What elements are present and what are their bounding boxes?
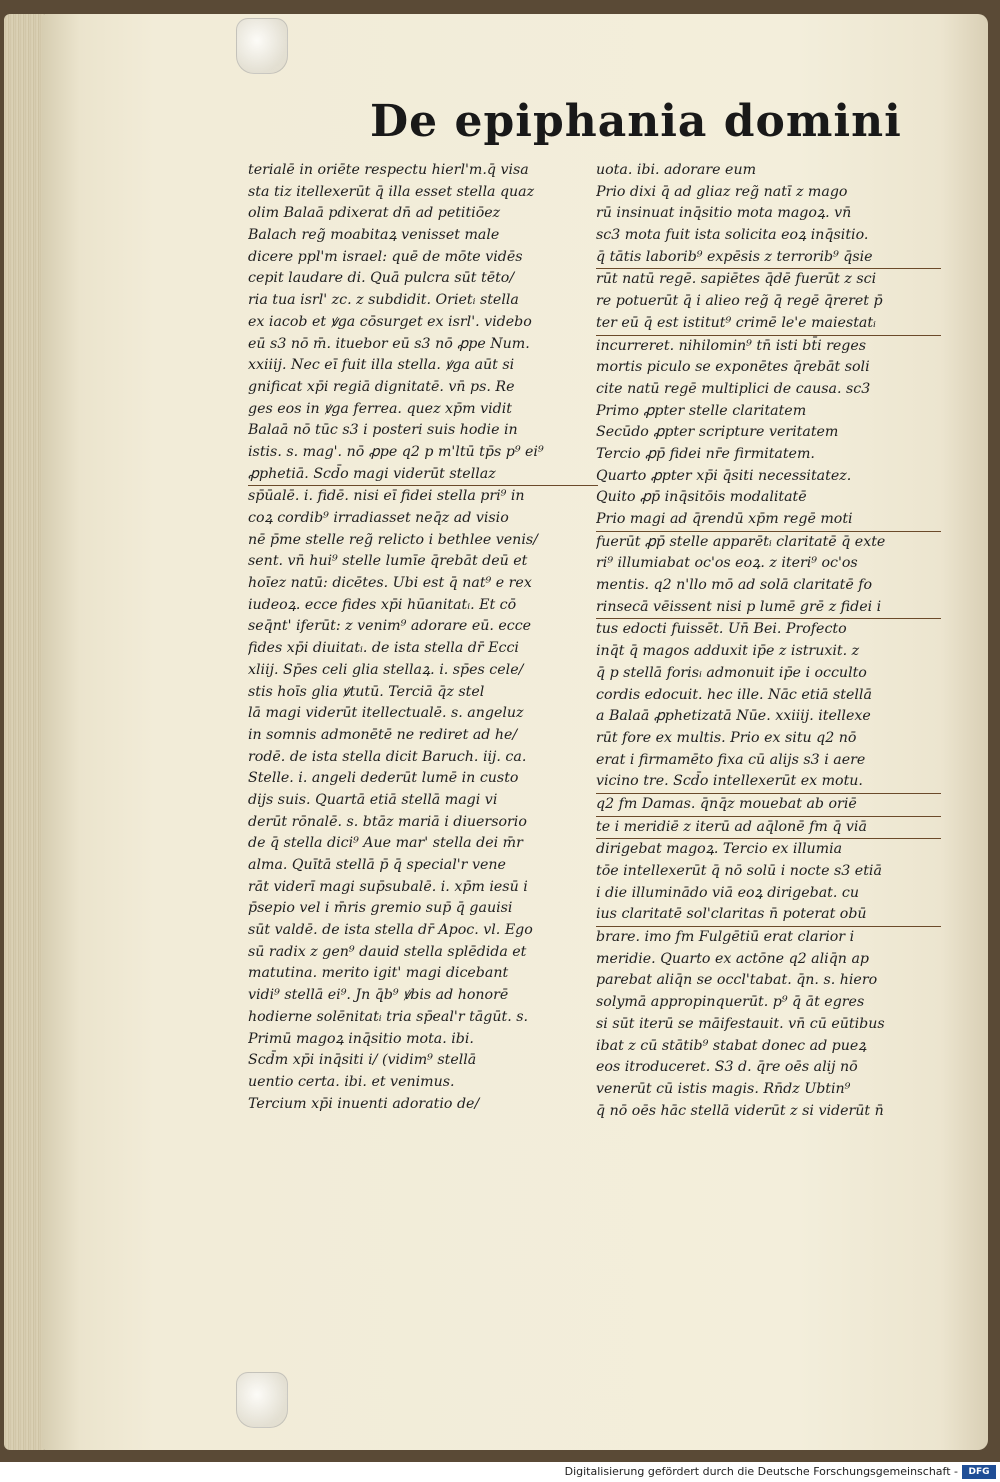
right-column-line: rūt fore ex multis. Prio ex situ q2 nō [596, 729, 857, 746]
right-column-line: vicino tre. Scd̄o intellexerūt ex motu. [596, 771, 941, 794]
right-column-line: tus edocti fuissēt. Un̄ Bei. Profecto [596, 621, 847, 638]
right-column-line: ius claritatē sol'claritas n̄ poterat obū [596, 904, 941, 927]
left-column-line: hodierne solēnitatᵢ tria sp̄eal'r tāgūt. s. [248, 1008, 529, 1025]
footer-bar [0, 1462, 1000, 1482]
left-column-line: ex iacob et ꝟga cōsurget ex isrl'. videbo [248, 313, 532, 330]
left-column-line: sū radix z gen⁹ dauid stella splēdida et [248, 943, 527, 960]
right-column-line: rinsecā vēissent nisi p lumē grē z fidei i [596, 597, 941, 620]
text-column-right [596, 160, 941, 1122]
right-column-line: q̄ nō oēs hāc stellā viderūt z si viderūt n̄ [596, 1102, 884, 1119]
right-column-line: re potuerūt q̄ i alieo reg̃ q̄ regē q̄reret p̄ [596, 293, 883, 310]
right-column-line: Quito ꝓp̄ inq̄sitōis modalitatē [596, 489, 807, 506]
left-column-line: Tercium xp̄i inuenti adoratio de/ [248, 1095, 480, 1112]
left-column-line: dicere ppl'm israel: quē de mōte vidēs [248, 248, 523, 265]
right-column-line: fuerūt ꝓp̄ stelle apparētᵢ claritatē q̄ exte [596, 533, 886, 550]
left-column-line: nē p̄me stelle reg̃ relicto i bethlee venis/ [248, 531, 538, 548]
left-column-line: Primū magoꝝ inq̄sitio mota. ibi. [248, 1030, 474, 1047]
left-column-line: eū s3 nō m̄. ituebor eū s3 nō ꝓpe Num. [248, 335, 530, 352]
left-column-line: rāt viderī magi sup̄subalē. i. xp̄m iesū i [248, 878, 528, 895]
right-column-line: cite natū regē multiplici de causa. sc3 [596, 380, 871, 397]
right-column-line: Primo ꝓpter stelle claritatem [596, 402, 807, 419]
left-column-line: fides xp̄i diuitatᵢ. de ista stella dr̄ Ecci [248, 640, 519, 657]
left-column-line: Balach reg̃ moabitaꝝ venisset male [248, 227, 500, 244]
right-column-line: meridie. Quarto ex actōne q2 aliq̄n ap [596, 950, 869, 967]
right-column-line: si sūt iterū se māifestauit. vn̄ cū eūtibus [596, 1015, 885, 1032]
right-column-line: a Balaā ꝓphetizatā Nūe. xxiiij. itellexe [596, 708, 871, 725]
left-column-line: p̄sepio vel i m̄ris gremio sup̄ q̄ gauisi [248, 900, 513, 917]
left-column-line: Scd̄m xp̄i inq̄siti i/ (vidim⁹ stellā [248, 1052, 477, 1069]
right-column-line: sc3 mota fuit ista solicita eoꝝ inq̄sitio. [596, 227, 869, 244]
right-column-line: ri⁹ illumiabat oc'os eoꝝ. z iteri⁹ oc'os [596, 555, 858, 572]
left-column-line: terialē in oriēte respectu hierl'm.q̄ visa [248, 162, 529, 178]
right-column-line: Tercio ꝓp̄ fidei nr̄e firmitatem. [596, 445, 815, 462]
left-column-line: ꝓphetiā. Scd̄o magi viderūt stellaz [248, 464, 598, 487]
right-column-line: dirigebat magoꝝ. Tercio ex illumia [596, 841, 843, 858]
left-column-line: xliij. Sp̄es celi glia stellaꝝ. i. sp̄es cele/ [248, 661, 524, 678]
right-column-line: te i meridiē z iterū ad aq̄lonē fm q̄ viā [596, 817, 941, 840]
left-column-line: iudeoꝝ. ecce fides xp̄i hūanitatᵢ. Et cō [248, 596, 517, 613]
right-column-line: q2 fm Damas. q̄nq̄z mouebat ab oriē [596, 794, 941, 817]
left-column-line: sta tiz itellexerūt q̄ illa esset stella quaz [248, 183, 535, 200]
right-column-line: rūt natū regē. sapiētes q̄dē fuerūt z sci [596, 271, 877, 288]
left-column-line: coꝝ cordib⁹ irradiasset neq̄z ad visio [248, 510, 509, 526]
right-column-line: ter eū q̄ est istitut⁹ crimē le'e maiestatᵢ [596, 313, 941, 336]
left-column-line: hoīez natū: dicētes. Ubi est q̄ nat⁹ e rex [248, 575, 532, 592]
left-column-line: xxiiij. Nec eī fuit illa stella. ꝟga aūt si [248, 357, 515, 374]
right-column-line: parebat aliq̄n se occl'tabat. q̄n. s. hiero [596, 972, 878, 989]
left-column-line: seq̄nt' iferūt: z venim⁹ adorare eū. ecce [248, 618, 532, 635]
left-column-line: dijs suis. Quartā etiā stellā magi vi [248, 791, 498, 808]
right-column-line: q̄ p stellā forisᵢ admonuit ip̄e i occulto [596, 664, 867, 681]
text-column-left [248, 160, 598, 1115]
left-column-line: uentio certa. ibi. et venimus. [248, 1073, 455, 1090]
left-column-line: derūt rōnalē. s. btāz mariā i diuersorio [248, 813, 527, 830]
left-column-line: ria tua isrl' zc. z subdidit. Orietᵢ stella [248, 292, 519, 309]
left-column-line: in somnis admonētē ne rediret ad he/ [248, 726, 518, 743]
left-column-line: Stelle. i. angeli dederūt lumē in custo [248, 770, 519, 787]
right-column-line: mortis piculo se exponētes q̄rebāt soli [596, 359, 870, 376]
left-column-line: gnificat xp̄i regiā dignitatē. vn̄ ps. Re [248, 378, 515, 395]
right-column-line: ibat z cū stātib⁹ stabat donec ad pueꝝ [596, 1037, 867, 1054]
left-column-line: olim Balaā pdixerat dn̄ ad petitiōez [248, 205, 501, 222]
right-column-line: i die illuminādo viā eoꝝ dirigebat. cu [596, 884, 859, 901]
left-column-line: stis hoīs glia ꝟtutū. Terciā q̄z stel [248, 683, 485, 700]
left-column-line: alma. Quītā stellā p̄ q̄ special'r vene [248, 857, 506, 873]
page-edges [4, 14, 44, 1450]
left-column-line: sent. vn̄ hui⁹ stelle lumīe q̄rebāt deū et [248, 553, 528, 570]
footer-credit: Digitalisierung gefördert durch die Deutsche Forschungsgemeinschaft - [564, 1465, 958, 1478]
right-column-line: Prio magi ad q̄rendū xp̄m regē moti [596, 509, 941, 532]
left-column-line: istis. s. mag'. nō ꝓpe q2 p m'ltū tp̄s p⁹ ei⁹ [248, 443, 544, 460]
right-column-line: tōe intellexerūt q̄ nō solū i nocte s3 etiā [596, 863, 882, 879]
right-column-line: uota. ibi. adorare eum [596, 162, 757, 178]
right-column-line: erat i firmamēto fixa cū alijs s3 i aere [596, 751, 866, 768]
right-column-line: venerūt cū istis magis. Rn̄dz Ubtin⁹ [596, 1080, 851, 1097]
right-column-line: cordis edocuit. hec ille. Nāc etiā stellā [596, 686, 872, 703]
right-column-line: q̄ tātis laborib⁹ expēsis z terrorib⁹ q̄sie [596, 247, 941, 270]
left-column-line: sp̄ūalē. i. fidē. nisi eī fidei stella pri⁹ in [248, 488, 525, 505]
left-column-line: vidi⁹ stellā ei⁹. Jn q̄b⁹ ꝟbis ad honorē [248, 987, 509, 1004]
left-column-line: de q̄ stella dici⁹ Aue mar' stella dei m̄r [248, 835, 523, 852]
right-column-line: Secūdo ꝓpter scripture veritatem [596, 424, 839, 441]
right-column-line: Prio dixi q̄ ad gliaz reg̃ natī z mago [596, 183, 848, 200]
left-column-line: ges eos in ꝟga ferrea. quez xp̄m vidit [248, 400, 512, 417]
page-clip-top [236, 18, 288, 74]
right-column-line: eos itroduceret. S3 d. q̄re oēs alij nō [596, 1059, 858, 1076]
right-column-line: Quarto ꝓpter xp̄i q̄siti necessitatez. [596, 467, 852, 484]
page-clip-bottom [236, 1372, 288, 1428]
right-column-line: incurreret. nihilomin⁹ tn̄ isti bt̄i reges [596, 337, 867, 354]
dfg-logo: DFG [962, 1465, 996, 1479]
right-column-line: solymā appropinquerūt. p⁹ q̄ āt egres [596, 994, 865, 1011]
page-heading: De epiphania domini [370, 96, 902, 147]
left-column-line: Balaā nō tūc s3 i posteri suis hodie in [248, 422, 518, 439]
left-column-line: matutina. merito igit' magi dicebant [248, 965, 509, 982]
left-column-line: lā magi viderūt itellectualē. s. angeluz [248, 705, 524, 722]
right-column-line: mentis. q2 n'llo mō ad solā claritatē fo [596, 577, 873, 594]
left-column-line: rodē. de ista stella dicit Baruch. iij. ca. [248, 748, 527, 765]
right-column-line: brare. imo fm Fulgētiū erat clarior i [596, 929, 855, 946]
right-column-line: inq̄t q̄ magos adduxit ip̄e z istruxit. z [596, 643, 860, 660]
left-column-line: sūt valdē. de ista stella dr̄ Apoc. vl. Ego [248, 922, 533, 939]
left-column-line: cepit laudare di. Quā pulcra sūt tēto/ [248, 270, 515, 287]
right-column-line: rū insinuat inq̄sitio mota magoꝝ. vn̄ [596, 205, 852, 222]
